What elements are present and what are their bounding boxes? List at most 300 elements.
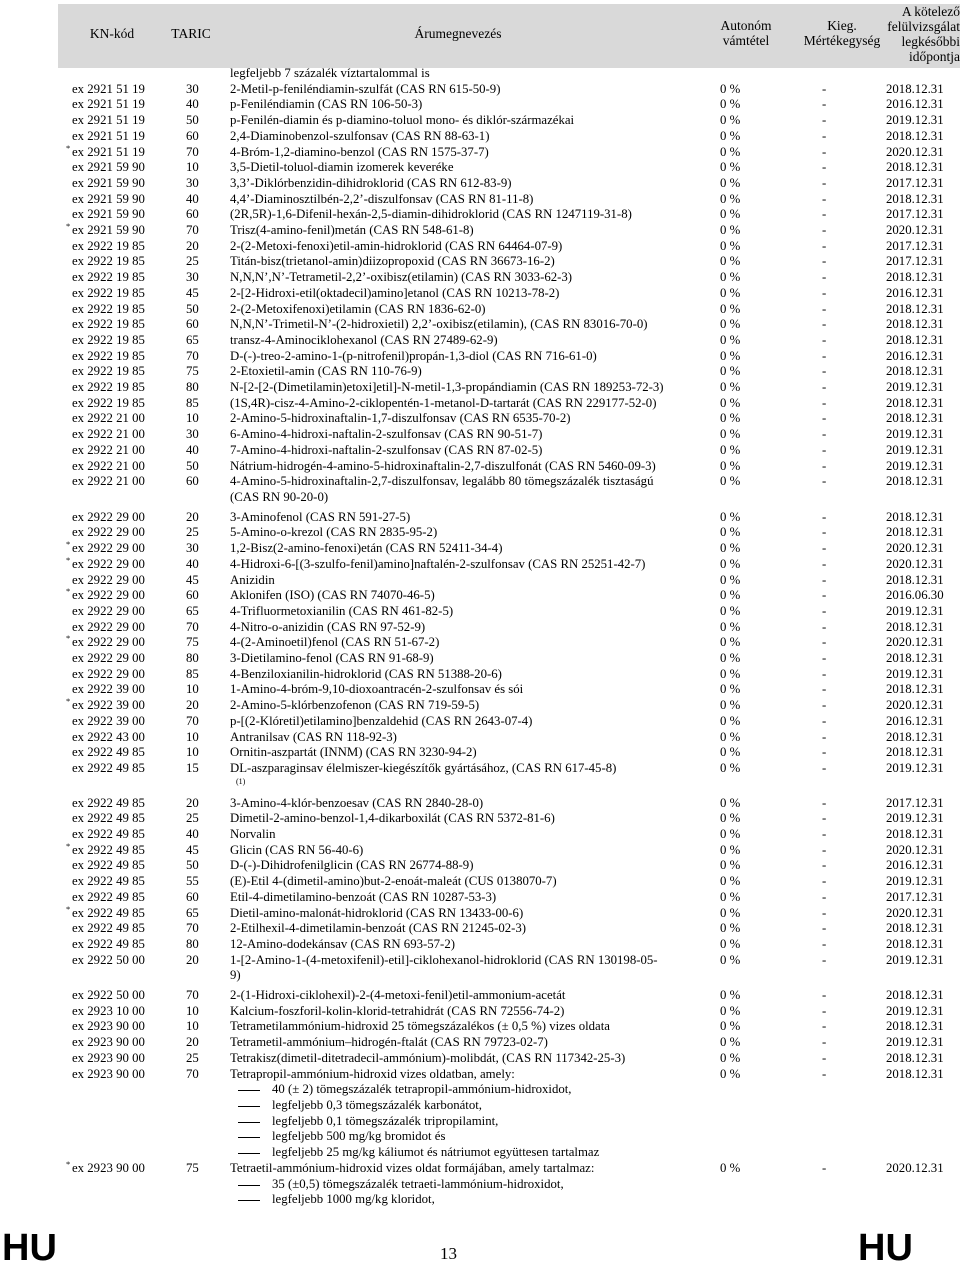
duty-rate: 0 %: [720, 1019, 741, 1034]
description-dash-item: legfeljebb 500 mg/kg bromidot és: [230, 1129, 700, 1145]
kn-code: ex 2922 43 00: [72, 729, 145, 744]
kn-code: ex 2922 19 85: [72, 301, 145, 316]
description-line: 9): [230, 968, 241, 983]
table-row: [0, 811, 960, 827]
duty-rate: 0 %: [720, 905, 741, 920]
header-description: Árumegnevezés: [414, 26, 502, 41]
duty-rate: 0 %: [720, 988, 741, 1003]
description-line: 5-Amino-o-krezol (CAS RN 2835-95-2): [230, 525, 438, 540]
table-row: [0, 890, 960, 906]
supplementary-unit: -: [822, 285, 827, 300]
product-description: [230, 192, 700, 208]
table-row: [0, 1051, 960, 1067]
product-description: [230, 1051, 700, 1067]
review-date: 2019.12.31: [886, 666, 944, 681]
supplementary-unit: -: [822, 458, 827, 473]
product-description: [230, 207, 700, 223]
table-row: [0, 207, 960, 223]
review-date: 2017.12.31: [886, 254, 944, 269]
table-row: [0, 541, 960, 557]
review-date: 2018.12.31: [886, 921, 944, 936]
product-description: [230, 364, 700, 380]
supplementary-unit: -: [822, 713, 827, 728]
taric-code: 75: [186, 635, 199, 650]
table-row: [0, 223, 960, 239]
supplementary-unit: -: [822, 238, 827, 253]
product-description: [230, 510, 700, 526]
supplementary-unit: -: [822, 270, 827, 285]
table-row: [0, 66, 960, 82]
kn-code: ex 2922 19 85: [72, 238, 145, 253]
header-kn-code: KN-kód: [89, 26, 135, 41]
duty-rate: 0 %: [720, 651, 741, 666]
review-date: 2016.12.31: [886, 285, 944, 300]
duty-rate: 0 %: [720, 113, 741, 128]
taric-code: 25: [186, 254, 199, 269]
table-row: [0, 286, 960, 302]
duty-rate: 0 %: [720, 1035, 741, 1050]
supplementary-unit: -: [822, 1160, 827, 1175]
product-description: [230, 317, 700, 333]
kn-code: ex 2922 49 85: [72, 760, 145, 775]
product-description: [230, 811, 700, 827]
duty-rate: 0 %: [720, 682, 741, 697]
kn-code: ex 2922 19 85: [72, 254, 145, 269]
taric-code: 20: [186, 698, 199, 713]
supplementary-unit: -: [822, 651, 827, 666]
review-date: 2016.12.31: [886, 858, 944, 873]
table-row: [0, 97, 960, 113]
description-line: Glicin (CAS RN 56-40-6): [230, 842, 364, 857]
product-description: [230, 1035, 700, 1051]
table-row: [0, 129, 960, 145]
kn-code: ex 2922 29 00: [72, 556, 145, 571]
product-description: [230, 443, 700, 459]
kn-code: ex 2922 19 85: [72, 364, 145, 379]
duty-rate: 0 %: [720, 635, 741, 650]
taric-code: 20: [186, 795, 199, 810]
review-date: 2018.12.31: [886, 936, 944, 951]
product-description: [230, 254, 700, 270]
duty-rate: 0 %: [720, 827, 741, 842]
kn-code: ex 2922 29 00: [72, 572, 145, 587]
amended-marker: *: [66, 840, 71, 851]
table-row: [0, 682, 960, 698]
table-row: [0, 620, 960, 636]
taric-code: 60: [186, 317, 199, 332]
description-line: 1-Amino-4-bróm-9,10-dioxoantracén-2-szulfonsav és sói: [230, 682, 524, 697]
taric-code: 45: [186, 285, 199, 300]
duty-rate: 0 %: [720, 175, 741, 190]
product-description: [230, 427, 700, 443]
supplementary-unit: -: [822, 588, 827, 603]
duty-rate: 0 %: [720, 474, 741, 489]
supplementary-unit: -: [822, 889, 827, 904]
description-line: legfeljebb 7 százalék víztartalommal is: [230, 66, 430, 80]
kn-code: ex 2921 59 90: [72, 207, 145, 222]
description-line: Antranilsav (CAS RN 118-92-3): [230, 729, 397, 744]
duty-rate: 0 %: [720, 795, 741, 810]
review-date: 2018.12.31: [886, 682, 944, 697]
description-line: 2-Amino-5-klórbenzofenon (CAS RN 719-59-5): [230, 698, 480, 713]
amended-marker: *: [66, 696, 71, 707]
table-row: [0, 380, 960, 396]
header-rate: Autonóm vámtétel: [720, 18, 772, 48]
product-description: [230, 890, 700, 906]
duty-rate: 0 %: [720, 1160, 741, 1175]
taric-code: 20: [186, 509, 199, 524]
product-description: [230, 270, 700, 286]
review-date: 2019.12.31: [886, 952, 944, 967]
supplementary-unit: -: [822, 698, 827, 713]
kn-code: ex 2923 90 00: [72, 1035, 145, 1050]
table-row: [0, 411, 960, 427]
review-date: 2020.12.31: [886, 905, 944, 920]
taric-code: 15: [186, 760, 199, 775]
product-description: [230, 988, 700, 1004]
taric-code: 30: [186, 541, 199, 556]
description-line: Dimetil-2-amino-benzol-1,4-dikarboxilát (CAS RN 5372-81-6): [230, 811, 555, 826]
review-date: 2019.12.31: [886, 811, 944, 826]
duty-rate: 0 %: [720, 556, 741, 571]
supplementary-unit: -: [822, 525, 827, 540]
kn-code: ex 2922 49 85: [72, 745, 145, 760]
supplementary-unit: -: [822, 254, 827, 269]
duty-rate: 0 %: [720, 729, 741, 744]
table-row: [0, 761, 960, 786]
kn-code: ex 2922 49 85: [72, 921, 145, 936]
table-row: [0, 651, 960, 667]
review-date: 2018.12.31: [886, 1066, 944, 1081]
taric-code: 10: [186, 682, 199, 697]
description-line: 12-Amino-dodekánsav (CAS RN 693-57-2): [230, 936, 455, 951]
kn-code: ex 2922 39 00: [72, 682, 145, 697]
description-line: 2-(2-Metoxifenoxi)etilamin (CAS RN 1836-62-0): [230, 301, 486, 316]
kn-code: ex 2922 49 85: [72, 842, 145, 857]
supplementary-unit: -: [822, 380, 827, 395]
taric-code: 70: [186, 348, 199, 363]
kn-code: ex 2922 21 00: [72, 427, 145, 442]
table-row: [0, 827, 960, 843]
table-row: [0, 745, 960, 761]
supplementary-unit: -: [822, 556, 827, 571]
kn-code: ex 2922 50 00: [72, 988, 145, 1003]
review-date: 2018.12.31: [886, 301, 944, 316]
amended-marker: *: [66, 586, 71, 597]
description-line: 2-Etoxietil-amin (CAS RN 110-76-9): [230, 364, 422, 379]
table-row: [0, 698, 960, 714]
supplementary-unit: -: [822, 988, 827, 1003]
kn-code: ex 2922 49 85: [72, 936, 145, 951]
kn-code: ex 2922 29 00: [72, 651, 145, 666]
review-date: 2019.12.31: [886, 760, 944, 775]
description-line: 7-Amino-4-hidroxi-naftalin-2-szulfonsav (CAS RN 87-02-5): [230, 442, 543, 457]
supplementary-unit: -: [822, 395, 827, 410]
amended-marker: *: [66, 142, 71, 153]
product-description: [230, 874, 700, 890]
taric-code: 65: [186, 905, 199, 920]
review-date: 2018.12.31: [886, 1019, 944, 1034]
table-row: [0, 113, 960, 129]
review-date: 2017.12.31: [886, 175, 944, 190]
description-line: Aklonifen (ISO) (CAS RN 74070-46-5): [230, 588, 435, 603]
taric-code: 80: [186, 936, 199, 951]
kn-code: ex 2921 59 90: [72, 160, 145, 175]
kn-code: ex 2922 49 85: [72, 874, 145, 889]
kn-code: ex 2922 49 85: [72, 795, 145, 810]
supplementary-unit: -: [822, 827, 827, 842]
description-line: 6-Amino-4-hidroxi-naftalin-2-szulfonsav (CAS RN 90-51-7): [230, 427, 543, 442]
taric-code: 10: [186, 745, 199, 760]
kn-code: ex 2923 90 00: [72, 1066, 145, 1081]
table-row: [0, 588, 960, 604]
table-row: [0, 1019, 960, 1035]
amended-marker: *: [66, 221, 71, 232]
taric-code: 70: [186, 619, 199, 634]
duty-rate: 0 %: [720, 874, 741, 889]
duty-rate: 0 %: [720, 588, 741, 603]
supplementary-unit: -: [822, 842, 827, 857]
product-description: [230, 129, 700, 145]
taric-code: 10: [186, 1019, 199, 1034]
taric-code: 85: [186, 395, 199, 410]
duty-rate: 0 %: [720, 380, 741, 395]
duty-rate: 0 %: [720, 348, 741, 363]
table-row: [0, 427, 960, 443]
review-date: 2018.12.31: [886, 827, 944, 842]
taric-code: 10: [186, 160, 199, 175]
product-description: [230, 682, 700, 698]
kn-code: ex 2922 49 85: [72, 905, 145, 920]
supplementary-unit: -: [822, 572, 827, 587]
duty-rate: 0 %: [720, 509, 741, 524]
taric-code: 80: [186, 380, 199, 395]
product-description: [230, 239, 700, 255]
description-line: Tetrametilammónium-hidroxid 25 tömegszázalékos (± 0,5 %) vizes oldata: [230, 1019, 610, 1034]
supplementary-unit: -: [822, 175, 827, 190]
description-line: Ornitin-aszpartát (INNM) (CAS RN 3230-94-2): [230, 745, 477, 760]
table-row: [0, 874, 960, 890]
description-line: 2,4-Diaminobenzol-szulfonsav (CAS RN 88-63-1): [230, 128, 490, 143]
supplementary-unit: -: [822, 1003, 827, 1018]
description-line: 1-[2-Amino-1-(4-metoxifenil)-etil]-ciklohexanol-hidroklorid (CAS RN 130198-05-: [230, 952, 658, 967]
product-description: [230, 667, 700, 683]
description-line: Trisz(4-amino-fenil)metán (CAS RN 548-61-8): [230, 223, 474, 238]
review-date: 2019.12.31: [886, 874, 944, 889]
kn-code: ex 2922 49 85: [72, 811, 145, 826]
taric-code: 40: [186, 556, 199, 571]
duty-rate: 0 %: [720, 858, 741, 873]
duty-rate: 0 %: [720, 760, 741, 775]
duty-rate: 0 %: [720, 1066, 741, 1081]
taric-code: 20: [186, 1035, 199, 1050]
review-date: 2019.12.31: [886, 380, 944, 395]
supplementary-unit: -: [822, 952, 827, 967]
supplementary-unit: -: [822, 1066, 827, 1081]
description-dash-item: legfeljebb 0,3 tömegszázalék karbonátot,: [230, 1098, 700, 1114]
description-line: D-(-)-Dihidrofenilglicin (CAS RN 26774-88-9): [230, 858, 474, 873]
supplementary-unit: -: [822, 348, 827, 363]
taric-code: 80: [186, 651, 199, 666]
taric-code: 70: [186, 223, 199, 238]
product-description: [230, 1019, 700, 1035]
table-row: [0, 82, 960, 98]
review-date: 2018.12.31: [886, 729, 944, 744]
description-line: 4-Benziloxianilin-hidroklorid (CAS RN 51388-20-6): [230, 666, 502, 681]
duty-rate: 0 %: [720, 603, 741, 618]
review-date: 2018.12.31: [886, 619, 944, 634]
kn-code: ex 2922 49 85: [72, 827, 145, 842]
product-description: [230, 145, 700, 161]
description-line: Kalcium-foszforil-kolin-klorid-tetrahidrát (CAS RN 72556-74-2): [230, 1003, 565, 1018]
duty-rate: 0 %: [720, 921, 741, 936]
kn-code: ex 2921 59 90: [72, 223, 145, 238]
description-line: 3-Dietilamino-fenol (CAS RN 91-68-9): [230, 651, 434, 666]
table-row: [0, 1158, 960, 1208]
review-date: 2018.12.31: [886, 81, 944, 96]
duty-rate: 0 %: [720, 207, 741, 222]
table-row: [0, 474, 960, 505]
supplementary-unit: -: [822, 223, 827, 238]
header-review-date: A kötelező felülvizsgálat legkésőbbi időpontja: [887, 4, 960, 64]
description-dash-item: legfeljebb 0,1 tömegszázalék tripropilamint,: [230, 1114, 700, 1130]
table-row: [0, 635, 960, 651]
product-description: [230, 827, 700, 843]
review-date: 2017.12.31: [886, 207, 944, 222]
duty-rate: 0 %: [720, 144, 741, 159]
review-date: 2018.12.31: [886, 332, 944, 347]
kn-code: ex 2921 59 90: [72, 191, 145, 206]
kn-code: ex 2921 51 19: [72, 144, 145, 159]
table-row: [0, 858, 960, 874]
duty-rate: 0 %: [720, 745, 741, 760]
table-row: [0, 903, 960, 922]
duty-rate: 0 %: [720, 619, 741, 634]
duty-rate: 0 %: [720, 811, 741, 826]
product-description: [230, 937, 700, 953]
duty-rate: 0 %: [720, 238, 741, 253]
kn-code: ex 2921 51 19: [72, 113, 145, 128]
taric-code: 50: [186, 301, 199, 316]
review-date: 2020.12.31: [886, 1160, 944, 1175]
description-line: Tetrapropil-ammónium-hidroxid vizes oldatban, amely:: [230, 1066, 515, 1081]
taric-code: 60: [186, 889, 199, 904]
kn-code: ex 2922 49 85: [72, 889, 145, 904]
kn-code: ex 2922 19 85: [72, 380, 145, 395]
kn-code: ex 2922 29 00: [72, 603, 145, 618]
description-line: p-Feniléndiamin (CAS RN 106-50-3): [230, 97, 423, 112]
description-line: 3-Amino-4-klór-benzoesav (CAS RN 2840-28-0): [230, 795, 484, 810]
review-date: 2018.12.31: [886, 572, 944, 587]
duty-rate: 0 %: [720, 285, 741, 300]
duty-rate: 0 %: [720, 395, 741, 410]
supplementary-unit: -: [822, 411, 827, 426]
taric-code: 70: [186, 988, 199, 1003]
duty-rate: 0 %: [720, 713, 741, 728]
amended-marker: *: [66, 903, 71, 914]
footnote-reference: (1): [236, 776, 246, 786]
review-date: 2018.12.31: [886, 474, 944, 489]
description-line: Anizidin: [230, 572, 275, 587]
review-date: 2018.12.31: [886, 317, 944, 332]
description-line: 4-Nitro-o-anizidin (CAS RN 97-52-9): [230, 619, 426, 634]
review-date: 2018.12.31: [886, 395, 944, 410]
supplementary-unit: -: [822, 474, 827, 489]
product-description: [230, 97, 700, 113]
description-line: 4,4’-Diaminosztilbén-2,2’-diszulfonsav (CAS RN 81-11-8): [230, 191, 534, 206]
review-date: 2018.12.31: [886, 525, 944, 540]
supplementary-unit: -: [822, 97, 827, 112]
table-row: [0, 953, 960, 984]
taric-code: 30: [186, 270, 199, 285]
review-date: 2016.06.30: [886, 588, 944, 603]
product-description: [230, 160, 700, 176]
duty-rate: 0 %: [720, 223, 741, 238]
description-line: DL-aszparaginsav élelmiszer-kiegészítők gyártásához, (CAS RN 617-45-8): [230, 760, 617, 775]
duty-rate: 0 %: [720, 936, 741, 951]
supplementary-unit: -: [822, 364, 827, 379]
product-description: [230, 380, 700, 396]
supplementary-unit: -: [822, 619, 827, 634]
review-date: 2017.12.31: [886, 795, 944, 810]
taric-code: 20: [186, 238, 199, 253]
taric-code: 40: [186, 191, 199, 206]
supplementary-unit: -: [822, 207, 827, 222]
review-date: 2019.12.31: [886, 427, 944, 442]
product-description: [230, 761, 700, 786]
product-description: [230, 333, 700, 349]
kn-code: ex 2921 51 19: [72, 128, 145, 143]
amended-marker: *: [66, 554, 71, 565]
product-description: [230, 113, 700, 129]
description-dash-item: 35 (±0,5) tömegszázalék tetraeti-lammónium-hidroxidot,: [230, 1177, 700, 1193]
kn-code: ex 2922 19 85: [72, 317, 145, 332]
review-date: 2019.12.31: [886, 458, 944, 473]
table-row: [0, 160, 960, 176]
kn-code: ex 2922 21 00: [72, 442, 145, 457]
supplementary-unit: -: [822, 144, 827, 159]
kn-code: ex 2922 29 00: [72, 509, 145, 524]
description-line: N,N,N’,N’-Tetrametil-2,2’-oxibisz(etilamin) (CAS RN 3033-62-3): [230, 270, 573, 285]
supplementary-unit: -: [822, 160, 827, 175]
kn-code: ex 2921 59 90: [72, 175, 145, 190]
duty-rate: 0 %: [720, 364, 741, 379]
table-row: [0, 443, 960, 459]
kn-code: ex 2922 29 00: [72, 588, 145, 603]
supplementary-unit: -: [822, 427, 827, 442]
tariff-table-body: [0, 66, 960, 1208]
product-description: [230, 635, 700, 651]
duty-rate: 0 %: [720, 128, 741, 143]
product-description: [230, 66, 700, 82]
review-date: 2018.12.31: [886, 364, 944, 379]
duty-rate: 0 %: [720, 301, 741, 316]
supplementary-unit: -: [822, 509, 827, 524]
kn-code: ex 2922 19 85: [72, 270, 145, 285]
taric-code: 70: [186, 921, 199, 936]
taric-code: 25: [186, 811, 199, 826]
supplementary-unit: -: [822, 921, 827, 936]
table-row: [0, 270, 960, 286]
kn-code: ex 2923 90 00: [72, 1019, 145, 1034]
description-dash-item: legfeljebb 25 mg/kg káliumot és nátriumot együttesen tartalmaz: [230, 1145, 700, 1161]
duty-rate: 0 %: [720, 541, 741, 556]
description-line: p-[(2-Klóretil)etilamino]benzaldehid (CAS RN 2643-07-4): [230, 713, 533, 728]
kn-code: ex 2922 19 85: [72, 348, 145, 363]
taric-code: 30: [186, 175, 199, 190]
product-description: [230, 620, 700, 636]
duty-rate: 0 %: [720, 1050, 741, 1065]
